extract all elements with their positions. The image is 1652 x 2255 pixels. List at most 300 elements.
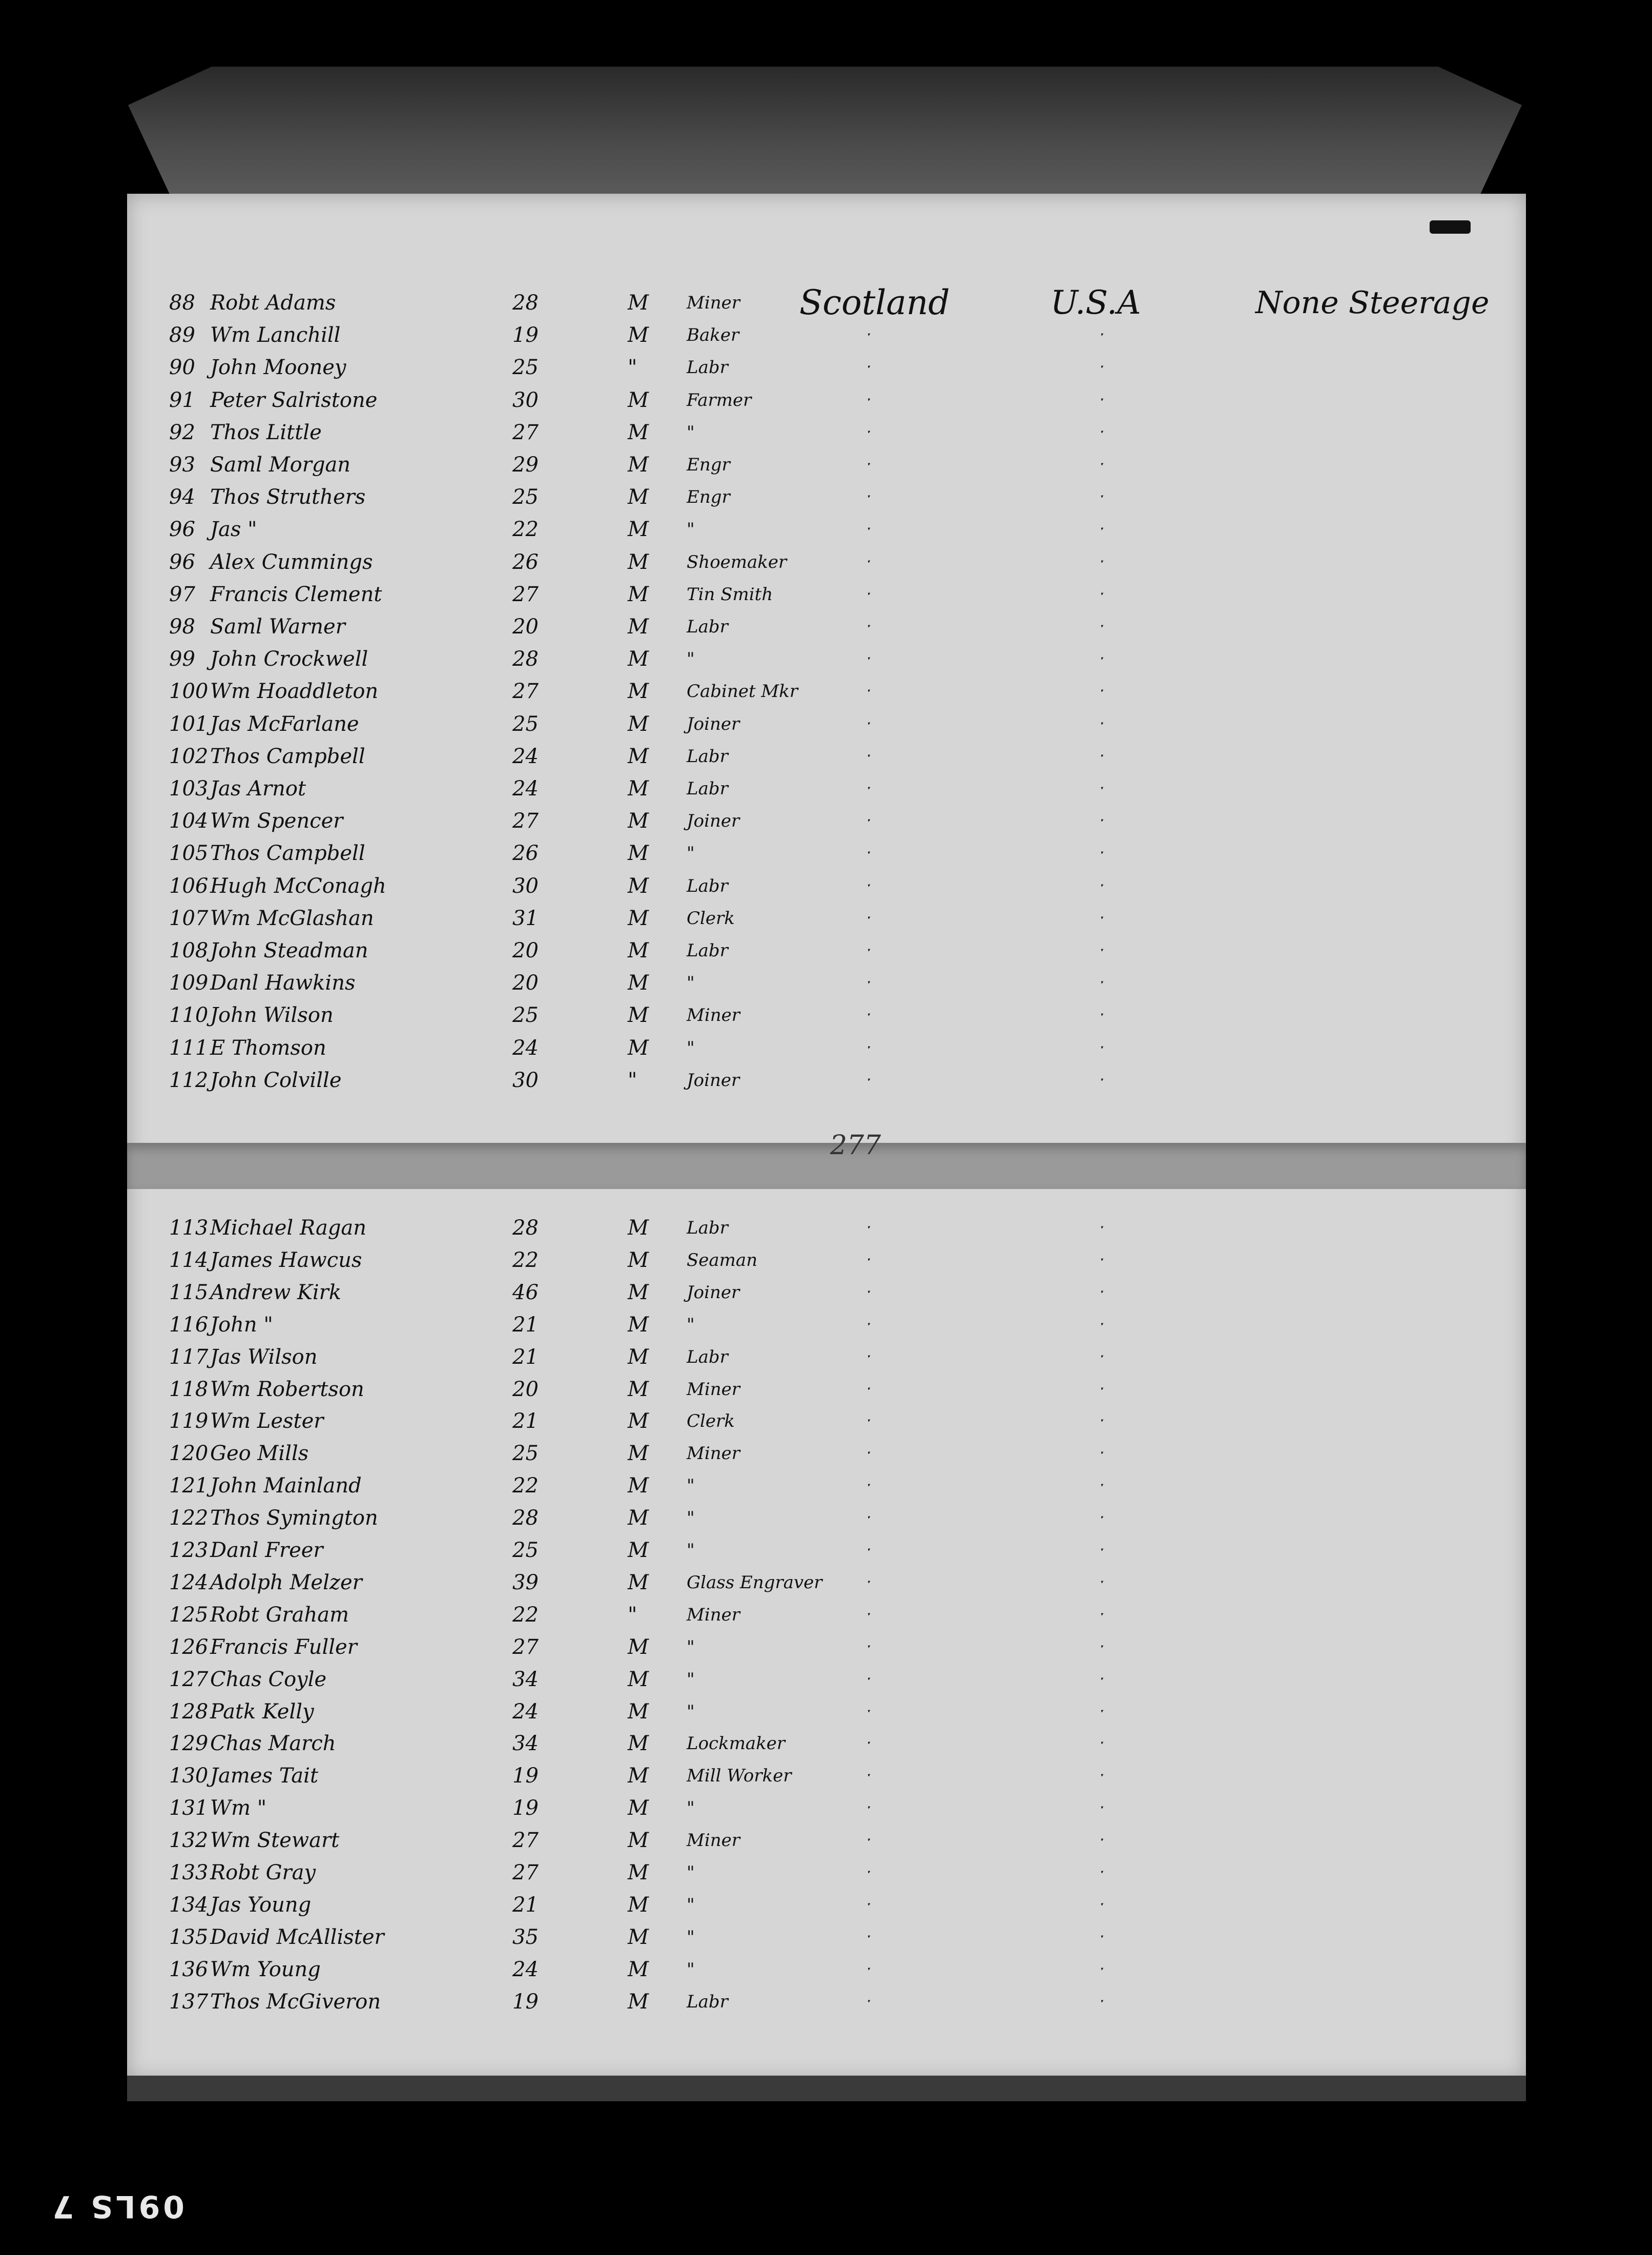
manifest-row xyxy=(169,1032,1476,1064)
ditto-mark-country: ˑ xyxy=(866,1475,872,1496)
passenger-age: 19 xyxy=(512,323,539,347)
passenger-occupation: " xyxy=(687,1959,695,1980)
ditto-mark-destination: ˑ xyxy=(1099,1636,1105,1657)
row-number: 132 xyxy=(169,1829,209,1853)
passenger-age: 20 xyxy=(512,1377,539,1401)
ditto-mark-destination: ˑ xyxy=(1099,940,1105,961)
ditto-mark-destination: ˑ xyxy=(1099,1508,1105,1529)
passenger-name: Thos Little xyxy=(210,420,322,444)
passenger-occupation: " xyxy=(687,1701,695,1722)
passenger-sex: M xyxy=(628,1861,649,1884)
passenger-sex: M xyxy=(628,647,649,671)
manifest-row xyxy=(169,805,1476,837)
manifest-row xyxy=(169,283,1490,322)
passenger-occupation: Joiner xyxy=(687,713,740,734)
passenger-occupation: " xyxy=(687,649,695,670)
passenger-sex: M xyxy=(628,1829,649,1853)
passenger-name: John Colville xyxy=(210,1068,342,1092)
passenger-occupation: Tin Smith xyxy=(687,584,773,605)
passenger-sex: M xyxy=(628,388,649,412)
passenger-occupation: Shoemaker xyxy=(687,551,787,572)
manifest-row xyxy=(169,967,1476,999)
passenger-name: Wm Lester xyxy=(210,1409,324,1433)
ditto-mark-country: ˑ xyxy=(866,811,872,832)
passenger-occupation: " xyxy=(687,843,695,864)
passenger-name: Thos Campbell xyxy=(210,842,365,866)
row-number: 119 xyxy=(169,1409,209,1433)
passenger-age: 26 xyxy=(512,842,539,866)
passenger-age: 39 xyxy=(512,1570,539,1594)
passenger-occupation: Baker xyxy=(687,325,739,346)
ditto-mark-destination: ˑ xyxy=(1099,1572,1105,1593)
ditto-mark-destination: ˑ xyxy=(1099,843,1105,864)
manifest-row xyxy=(169,1438,1476,1469)
passenger-name: Wm Hoaddleton xyxy=(210,680,379,704)
passenger-occupation: Miner xyxy=(687,1830,740,1851)
passenger-name: Thos Symington xyxy=(210,1506,378,1530)
passenger-occupation: Labr xyxy=(687,1346,728,1367)
passenger-name: James Hawcus xyxy=(210,1248,362,1272)
row-number: 105 xyxy=(169,842,209,866)
passenger-occupation: Miner xyxy=(687,1379,740,1400)
passenger-sex: M xyxy=(628,550,649,574)
passenger-sex: M xyxy=(628,485,649,509)
row-number: 90 xyxy=(169,356,195,380)
passenger-sex: M xyxy=(628,1699,649,1724)
passenger-age: 22 xyxy=(512,518,539,542)
passenger-age: 25 xyxy=(512,712,539,736)
ditto-mark-country: ˑ xyxy=(866,1037,872,1058)
passenger-sex: M xyxy=(628,1248,649,1272)
ditto-mark-destination: ˑ xyxy=(1099,1540,1105,1561)
ditto-mark-country: ˑ xyxy=(866,713,872,734)
ditto-mark-country: ˑ xyxy=(866,422,872,443)
passenger-name: Hugh McConagh xyxy=(210,874,386,898)
passenger-name: John " xyxy=(210,1313,273,1337)
row-number: 111 xyxy=(169,1036,209,1060)
row-number: 123 xyxy=(169,1539,209,1562)
passenger-age: 27 xyxy=(512,680,539,704)
ditto-mark-country: ˑ xyxy=(866,973,872,994)
passenger-age: 19 xyxy=(512,1796,539,1820)
passenger-occupation: " xyxy=(687,1037,695,1058)
passenger-sex: M xyxy=(628,680,649,704)
passenger-name: Robt Graham xyxy=(210,1603,349,1627)
passenger-name: Wm Young xyxy=(210,1957,321,1981)
row-number: 135 xyxy=(169,1925,209,1949)
manifest-row xyxy=(169,1309,1476,1341)
ditto-mark-destination: ˑ xyxy=(1099,811,1105,832)
passenger-occupation: " xyxy=(687,1540,695,1561)
passenger-name: Thos Struthers xyxy=(210,485,366,509)
passenger-sex: M xyxy=(628,1377,649,1401)
passenger-name: E Thomson xyxy=(210,1036,326,1060)
row-number: 137 xyxy=(169,1990,209,2014)
ditto-mark-country: ˑ xyxy=(866,1508,872,1529)
passenger-age: 24 xyxy=(512,1699,539,1724)
passenger-name: Chas Coyle xyxy=(210,1667,327,1691)
passenger-sex: M xyxy=(628,453,649,477)
ditto-mark-destination: ˑ xyxy=(1099,584,1105,605)
ditto-mark-country: ˑ xyxy=(866,551,872,572)
passenger-age: 30 xyxy=(512,388,539,412)
passenger-occupation: Miner xyxy=(687,1443,740,1464)
passenger-occupation: " xyxy=(687,422,695,443)
row-number: 118 xyxy=(169,1377,209,1401)
passenger-age: 22 xyxy=(512,1474,539,1498)
passenger-name: Robt Adams xyxy=(210,291,336,315)
ditto-mark-destination: ˑ xyxy=(1099,487,1105,508)
passenger-name: Chas March xyxy=(210,1732,336,1756)
ditto-mark-destination: ˑ xyxy=(1099,617,1105,637)
manifest-row xyxy=(169,1405,1476,1437)
passenger-age: 25 xyxy=(512,1442,539,1466)
row-number: 91 xyxy=(169,388,195,412)
ditto-mark-destination: ˑ xyxy=(1099,1669,1105,1690)
passenger-occupation: " xyxy=(687,1894,695,1915)
passenger-name: Jas " xyxy=(210,518,257,542)
ditto-mark-country: ˑ xyxy=(866,1604,872,1625)
ditto-mark-destination: ˑ xyxy=(1099,875,1105,896)
passenger-sex: M xyxy=(628,1635,649,1659)
ditto-mark-destination: ˑ xyxy=(1099,1282,1105,1303)
ditto-mark-country: ˑ xyxy=(866,617,872,637)
passenger-sex: M xyxy=(628,1539,649,1562)
ditto-mark-destination: ˑ xyxy=(1099,746,1105,767)
passenger-name: Wm Lanchill xyxy=(210,323,341,347)
manifest-row xyxy=(169,675,1476,707)
ditto-mark-destination: ˑ xyxy=(1099,1314,1105,1335)
passenger-name: James Tait xyxy=(210,1764,319,1788)
passenger-sex: M xyxy=(628,842,649,866)
passenger-occupation: " xyxy=(687,1636,695,1657)
ditto-mark-country: ˑ xyxy=(866,1733,872,1754)
ditto-mark-country: ˑ xyxy=(866,455,872,475)
ditto-mark-destination: ˑ xyxy=(1099,1379,1105,1400)
ditto-mark-country: ˑ xyxy=(866,1218,872,1238)
passenger-age: 24 xyxy=(512,744,539,768)
passenger-occupation: " xyxy=(687,1508,695,1529)
manifest-row xyxy=(169,1986,1476,2018)
passenger-occupation: Engr xyxy=(687,455,730,475)
ditto-mark-destination: ˑ xyxy=(1099,1766,1105,1787)
passenger-age: 27 xyxy=(512,420,539,444)
manifest-row xyxy=(169,773,1476,805)
ditto-mark-destination: ˑ xyxy=(1099,681,1105,702)
passenger-name: Alex Cummings xyxy=(210,550,373,574)
manifest-row xyxy=(169,611,1476,643)
manifest-row xyxy=(169,1064,1476,1096)
ditto-mark-destination: ˑ xyxy=(1099,1830,1105,1851)
passenger-occupation: Glass Engraver xyxy=(687,1572,822,1593)
manifest-row xyxy=(169,1664,1476,1695)
ditto-mark-destination: ˑ xyxy=(1099,325,1105,346)
row-number: 99 xyxy=(169,647,195,671)
passenger-sex: M xyxy=(628,1667,649,1691)
destination-country: U.S.A xyxy=(1050,284,1141,322)
row-number: 96 xyxy=(169,550,195,574)
manifest-row xyxy=(169,1212,1476,1244)
passenger-sex: M xyxy=(628,291,649,315)
passenger-sex: M xyxy=(628,1764,649,1788)
passenger-occupation: Farmer xyxy=(687,389,752,411)
row-number: 129 xyxy=(169,1732,209,1756)
manifest-row xyxy=(169,1889,1476,1921)
ditto-mark-country: ˑ xyxy=(866,1926,872,1947)
passenger-name: Thos McGiveron xyxy=(210,1990,381,2014)
passenger-name: Adolph Melzer xyxy=(210,1570,362,1594)
row-number: 117 xyxy=(169,1345,209,1369)
ditto-mark-country: ˑ xyxy=(866,1282,872,1303)
passenger-sex: M xyxy=(628,712,649,736)
passenger-sex: M xyxy=(628,1216,649,1240)
passenger-occupation: Labr xyxy=(687,746,728,767)
manifest-row xyxy=(169,1954,1476,1985)
passenger-age: 21 xyxy=(512,1409,539,1433)
passenger-sex: M xyxy=(628,1925,649,1949)
manifest-row xyxy=(169,1696,1476,1728)
passenger-occupation: " xyxy=(687,1798,695,1819)
manifest-row xyxy=(169,999,1476,1031)
passenger-name: John Mooney xyxy=(210,356,346,380)
passenger-name: John Wilson xyxy=(210,1003,334,1028)
passenger-name: Wm McGlashan xyxy=(210,906,374,930)
passenger-sex: M xyxy=(628,939,649,962)
ditto-mark-country: ˑ xyxy=(866,1005,872,1026)
passenger-name: Michael Ragan xyxy=(210,1216,367,1240)
ditto-mark-destination: ˑ xyxy=(1099,1862,1105,1883)
film-header-shadow xyxy=(128,67,1522,195)
ditto-mark-country: ˑ xyxy=(866,389,872,411)
manifest-row xyxy=(169,741,1476,772)
manifest-row xyxy=(169,514,1476,545)
passenger-occupation: " xyxy=(687,1314,695,1335)
ditto-mark-country: ˑ xyxy=(866,1379,872,1400)
passenger-age: 35 xyxy=(512,1925,539,1949)
passenger-occupation: Miner xyxy=(687,1604,740,1625)
row-number: 94 xyxy=(169,485,195,509)
passenger-occupation: " xyxy=(687,1669,695,1690)
passenger-occupation: Engr xyxy=(687,487,730,508)
passenger-age: 34 xyxy=(512,1667,539,1691)
ditto-mark-destination: ˑ xyxy=(1099,1346,1105,1367)
ditto-mark-destination: ˑ xyxy=(1099,1733,1105,1754)
passenger-sex: M xyxy=(628,874,649,898)
ditto-mark-country: ˑ xyxy=(866,875,872,896)
passenger-name: John Mainland xyxy=(210,1474,362,1498)
manifest-row xyxy=(169,384,1476,416)
ditto-mark-destination: ˑ xyxy=(1099,1701,1105,1722)
manifest-row xyxy=(169,1599,1476,1631)
manifest-row xyxy=(169,1857,1476,1889)
passenger-class: None Steerage xyxy=(1255,285,1490,321)
passenger-occupation: Labr xyxy=(687,940,728,961)
passenger-age: 27 xyxy=(512,809,539,833)
row-number: 121 xyxy=(169,1474,209,1498)
passenger-sex: M xyxy=(628,1732,649,1756)
passenger-name: Jas Arnot xyxy=(210,777,306,801)
ditto-mark-destination: ˑ xyxy=(1099,519,1105,540)
passenger-age: 21 xyxy=(512,1893,539,1917)
passenger-name: Andrew Kirk xyxy=(210,1280,342,1304)
row-number: 89 xyxy=(169,323,195,347)
ditto-mark-country: ˑ xyxy=(866,487,872,508)
passenger-occupation: " xyxy=(687,1862,695,1883)
row-number: 97 xyxy=(169,582,195,606)
passenger-sex: " xyxy=(628,1603,637,1627)
passenger-occupation: Labr xyxy=(687,357,728,378)
row-number: 112 xyxy=(169,1068,209,1092)
passenger-name: Wm Stewart xyxy=(210,1829,340,1853)
row-number: 108 xyxy=(169,939,209,962)
passenger-sex: " xyxy=(628,1068,637,1092)
manifest-row xyxy=(169,643,1476,675)
ditto-mark-destination: ˑ xyxy=(1099,1798,1105,1819)
row-number: 122 xyxy=(169,1506,209,1530)
passenger-age: 22 xyxy=(512,1603,539,1627)
passenger-age: 27 xyxy=(512,1829,539,1853)
ditto-mark-country: ˑ xyxy=(866,1346,872,1367)
ink-blot xyxy=(1430,220,1471,234)
passenger-sex: M xyxy=(628,1893,649,1917)
passenger-age: 34 xyxy=(512,1732,539,1756)
passenger-sex: M xyxy=(628,809,649,833)
manifest-row xyxy=(169,1244,1476,1276)
row-number: 133 xyxy=(169,1861,209,1884)
row-number: 103 xyxy=(169,777,209,801)
row-number: 116 xyxy=(169,1313,209,1337)
row-number: 125 xyxy=(169,1603,209,1627)
row-number: 98 xyxy=(169,615,195,639)
passenger-name: Jas McFarlane xyxy=(210,712,359,736)
passenger-occupation: Cabinet Mkr xyxy=(687,681,798,702)
ditto-mark-destination: ˑ xyxy=(1099,1991,1105,2012)
passenger-occupation: Labr xyxy=(687,778,728,799)
passenger-occupation: Labr xyxy=(687,617,728,637)
row-number: 127 xyxy=(169,1667,209,1691)
row-number: 110 xyxy=(169,1003,209,1028)
ditto-mark-country: ˑ xyxy=(866,584,872,605)
passenger-sex: M xyxy=(628,971,649,995)
passenger-sex: M xyxy=(628,615,649,639)
passenger-sex: M xyxy=(628,582,649,606)
passenger-name: Saml Morgan xyxy=(210,453,351,477)
ditto-mark-country: ˑ xyxy=(866,746,872,767)
passenger-age: 30 xyxy=(512,1068,539,1092)
passenger-occupation: Clerk xyxy=(687,908,735,929)
passenger-age: 46 xyxy=(512,1280,539,1304)
passenger-name: Peter Salristone xyxy=(210,388,378,412)
row-number: 126 xyxy=(169,1635,209,1659)
passenger-occupation: " xyxy=(687,1475,695,1496)
ditto-mark-country: ˑ xyxy=(866,649,872,670)
ditto-mark-country: ˑ xyxy=(866,519,872,540)
passenger-name: Patk Kelly xyxy=(210,1699,314,1724)
passenger-age: 27 xyxy=(512,1635,539,1659)
passenger-occupation: " xyxy=(687,973,695,994)
row-number: 136 xyxy=(169,1957,209,1981)
passenger-age: 25 xyxy=(512,485,539,509)
row-number: 120 xyxy=(169,1442,209,1466)
passenger-sex: M xyxy=(628,1280,649,1304)
passenger-sex: M xyxy=(628,1796,649,1820)
passenger-age: 26 xyxy=(512,550,539,574)
passenger-name: John Steadman xyxy=(210,939,368,962)
ditto-mark-destination: ˑ xyxy=(1099,551,1105,572)
ditto-mark-destination: ˑ xyxy=(1099,1926,1105,1947)
row-number: 92 xyxy=(169,420,195,444)
manifest-row xyxy=(169,870,1476,902)
passenger-sex: M xyxy=(628,906,649,930)
passenger-name: Jas Young xyxy=(210,1893,312,1917)
manifest-row xyxy=(169,352,1476,383)
manifest-row xyxy=(169,319,1476,351)
sheet-number: 277 xyxy=(830,1130,881,1161)
ditto-mark-destination: ˑ xyxy=(1099,1959,1105,1980)
passenger-occupation: " xyxy=(687,519,695,540)
passenger-sex: M xyxy=(628,1990,649,2014)
ditto-mark-country: ˑ xyxy=(866,1830,872,1851)
row-number: 124 xyxy=(169,1570,209,1594)
passenger-name: Thos Campbell xyxy=(210,744,365,768)
manifest-row xyxy=(169,1502,1476,1534)
passenger-age: 20 xyxy=(512,939,539,962)
row-number: 113 xyxy=(169,1216,209,1240)
manifest-row xyxy=(169,1341,1476,1373)
passenger-age: 20 xyxy=(512,971,539,995)
manifest-row xyxy=(169,417,1476,448)
row-number: 107 xyxy=(169,906,209,930)
passenger-age: 28 xyxy=(512,647,539,671)
passenger-occupation: Miner xyxy=(687,293,740,313)
manifest-row xyxy=(169,1567,1476,1598)
ditto-mark-destination: ˑ xyxy=(1099,422,1105,443)
ditto-mark-country: ˑ xyxy=(866,1443,872,1464)
passenger-name: Jas Wilson xyxy=(210,1345,318,1369)
passenger-age: 30 xyxy=(512,874,539,898)
passenger-age: 24 xyxy=(512,1957,539,1981)
passenger-name: Robt Gray xyxy=(210,1861,316,1884)
ditto-mark-country: ˑ xyxy=(866,843,872,864)
ditto-mark-country: ˑ xyxy=(866,1894,872,1915)
ditto-mark-country: ˑ xyxy=(866,1862,872,1883)
ditto-mark-destination: ˑ xyxy=(1099,908,1105,929)
passenger-name: Wm " xyxy=(210,1796,267,1820)
row-number: 106 xyxy=(169,874,209,898)
ditto-mark-destination: ˑ xyxy=(1099,1894,1105,1915)
passenger-occupation: Joiner xyxy=(687,1070,740,1091)
row-number: 102 xyxy=(169,744,209,768)
country-of-origin: Scotland xyxy=(799,283,950,322)
passenger-sex: M xyxy=(628,1036,649,1060)
manifest-row xyxy=(169,579,1476,610)
passenger-sex: M xyxy=(628,1957,649,1981)
page-fold xyxy=(127,1143,1526,1189)
manifest-row xyxy=(169,1824,1476,1856)
passenger-sex: M xyxy=(628,1474,649,1498)
passenger-age: 24 xyxy=(512,1036,539,1060)
manifest-row xyxy=(169,1760,1476,1792)
ditto-mark-country: ˑ xyxy=(866,1249,872,1270)
passenger-age: 28 xyxy=(512,291,539,315)
passenger-sex: M xyxy=(628,323,649,347)
manifest-row xyxy=(169,1534,1476,1566)
passenger-age: 31 xyxy=(512,906,539,930)
manifest-row xyxy=(169,1792,1476,1824)
ditto-mark-country: ˑ xyxy=(866,1798,872,1819)
ditto-mark-country: ˑ xyxy=(866,1636,872,1657)
passenger-sex: M xyxy=(628,1442,649,1466)
